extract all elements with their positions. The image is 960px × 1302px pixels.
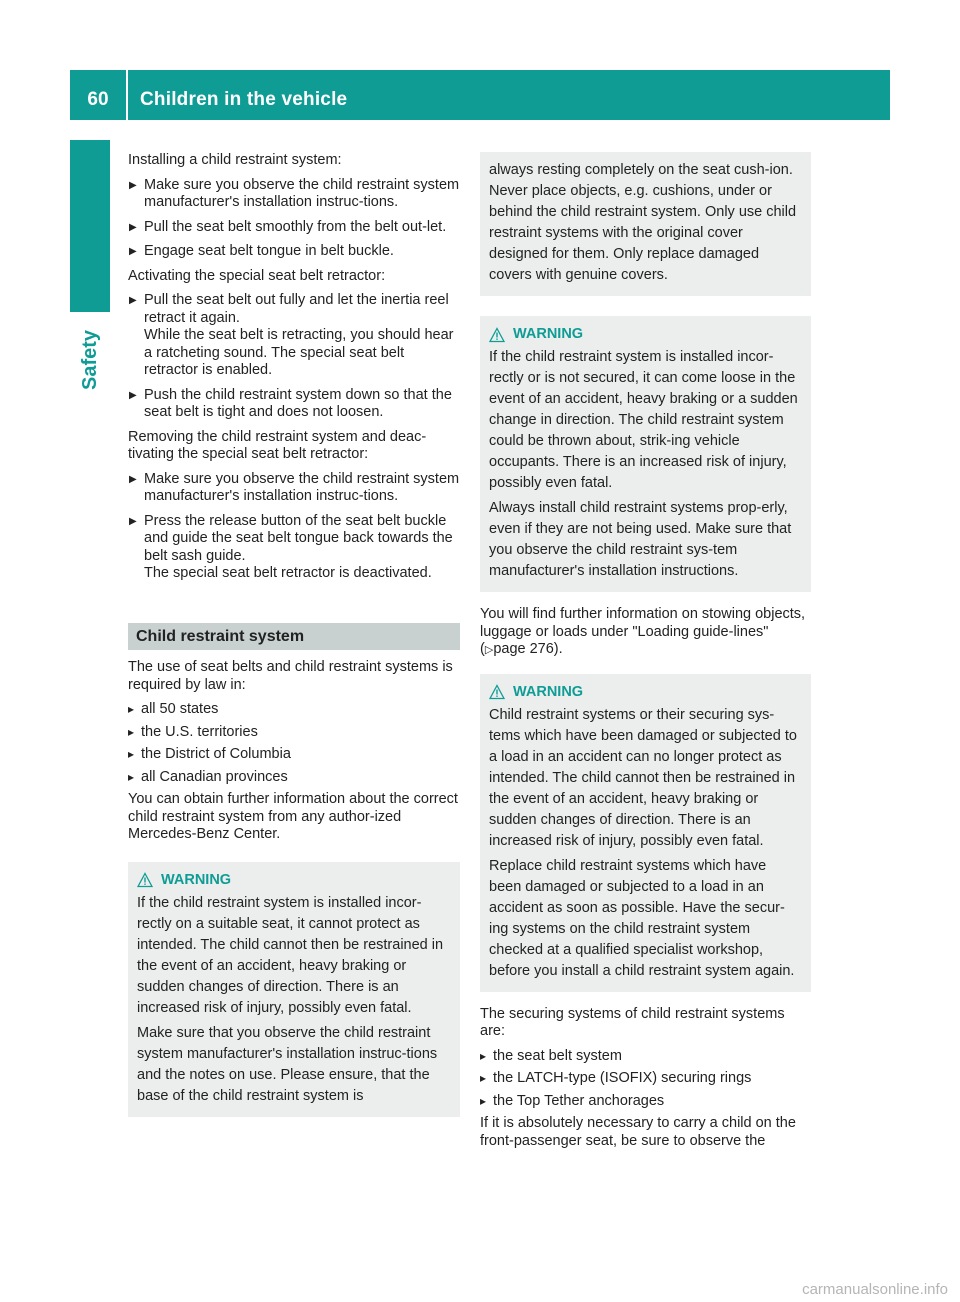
warning-text: Always install child restraint systems prop-erly, even if they are not being used. Make sure that you observe the child restraint sys-tem manufacturer's installation instructions.: [489, 500, 792, 579]
activate-step: [128, 292, 460, 380]
warning-label: WARNING: [161, 871, 232, 888]
warning-text: If the child restraint system is installed incor-rectly or is not secured, it can come loose in the event of an accident, heavy braking or a sudden change in direction. The child restraint system could be thrown about, strik-ing vehicle occupants. There is an increased risk of injury, possibly even fatal.: [489, 349, 798, 491]
warning-text: Child restraint systems or their securing sys-tems which have been damaged or subjected to a load in an accident can no longer protect as intended. The child cannot then be restrained in the event of an accident, heavy braking or sudden changes of direction. There is an increased risk of injury, possibly even fatal.: [489, 706, 797, 849]
remove-step: ▶ Make sure you observe the child restraint system manufacturer's installation instruc-tions.: [128, 471, 460, 506]
law-intro: The use of seat belts and child restraint systems is required by law in:: [128, 659, 453, 693]
final-text: If it is absolutely necessary to carry a child on the front-passenger seat, be sure to observe the: [480, 1115, 796, 1149]
list-item: ▸ the U.S. territories: [128, 724, 460, 742]
warning-title: [489, 682, 802, 703]
warning-box: [480, 674, 811, 992]
page-link[interactable]: page 276: [493, 641, 554, 657]
header-divider: [126, 70, 128, 120]
stowing-text: [480, 606, 811, 660]
remove-step: [128, 513, 460, 583]
activate-step-text: Pull the seat belt out fully and let the inertia reel retract it again.: [144, 292, 449, 326]
remove-step-note: The special seat belt retractor is deactivated.: [144, 565, 432, 581]
warning-text: always resting completely on the seat cush-ion. Never place objects, e.g. cushions, under or behind the child restraint system. Only use child restraint systems with the original cover designed for them. Only replace damaged covers with genuine covers.: [489, 162, 797, 283]
right-column: [480, 152, 811, 1157]
list-item: ▸ all Canadian provinces: [128, 769, 460, 787]
list-item: ▸ the Top Tether anchorages: [480, 1093, 811, 1111]
install-step: ▶ Make sure you observe the child restraint system manufacturer's installation instruc-tions.: [128, 177, 460, 212]
page-number: 60: [87, 89, 109, 110]
left-column: [128, 152, 460, 1129]
warning-box: [128, 862, 460, 1117]
warning-text: Replace child restraint systems which have been damaged or subjected to a load in an accident as soon as possible. Have the secur-ing systems on the child restraint system checked at a qualified specialist workshop, before you install a child restraint system again.: [489, 857, 795, 979]
install-step: ▶ Pull the seat belt smoothly from the belt out-let.: [128, 219, 460, 237]
activate-intro: Activating the special seat belt retractor:: [128, 267, 386, 284]
activate-step: ▶ Push the child restraint system down so that the seat belt is tight and does not loosen.: [128, 387, 460, 422]
warning-box-continued: [480, 152, 811, 296]
warning-box: [480, 316, 811, 592]
remove-intro: Removing the child restraint system and deac-tivating the special seat belt retractor:: [128, 428, 427, 462]
section-heading: Child restraint system: [128, 623, 460, 651]
activate-step-note: While the seat belt is retracting, you should hear a ratcheting sound. The special seat belt retractor is enabled.: [144, 327, 454, 378]
side-tab-label: Safety: [79, 329, 101, 390]
warning-triangle-icon: [489, 684, 505, 700]
list-item: ▸ the LATCH-type (ISOFIX) securing rings: [480, 1070, 811, 1088]
warning-label: WARNING: [513, 683, 584, 700]
list-item: ▸ the seat belt system: [480, 1048, 811, 1066]
further-info: You can obtain further information about the correct child restraint system from any author-ized Mercedes-Benz Center.: [128, 791, 458, 842]
stowing-text-end: ).: [553, 641, 563, 657]
install-step: ▶ Engage seat belt tongue in belt buckle.: [128, 243, 460, 261]
warning-text: If the child restraint system is installed incor-rectly on a suitable seat, it cannot protect as intended. The child cannot then be restrained in the event of an accident, heavy braking or sudden changes of direction. There is an increased risk of injury, possibly even fatal.: [137, 894, 444, 1016]
page-header: [70, 70, 890, 120]
page-reference-icon: ▷: [484, 644, 494, 656]
side-tab-block: [70, 140, 110, 312]
list-item: ▸ all 50 states: [128, 701, 460, 719]
list-item: ▸ the District of Columbia: [128, 746, 460, 764]
warning-text: Make sure that you observe the child restraint system manufacturer's installation instruc-tions and the notes on use. Please ensure, that the base of the child restraint system is: [137, 1024, 438, 1104]
warning-triangle-icon: [137, 872, 153, 888]
warning-title: [489, 324, 802, 345]
warning-title: [137, 870, 451, 891]
warning-label: WARNING: [513, 326, 584, 342]
warning-triangle-icon: [489, 327, 505, 343]
remove-step-text: Press the release button of the seat belt buckle and guide the seat belt tongue back towards the belt sash guide.: [144, 512, 453, 564]
securing-intro: The securing systems of child restraint systems are:: [480, 1005, 785, 1039]
chapter-title: Children in the vehicle: [140, 89, 348, 110]
stowing-text-body: You will find further information on stowing objects, luggage or loads under "Loading guide-lines" (: [480, 606, 806, 657]
install-intro: Installing a child restraint system:: [128, 152, 342, 168]
watermark: carmanualsonline.info: [802, 1281, 948, 1298]
